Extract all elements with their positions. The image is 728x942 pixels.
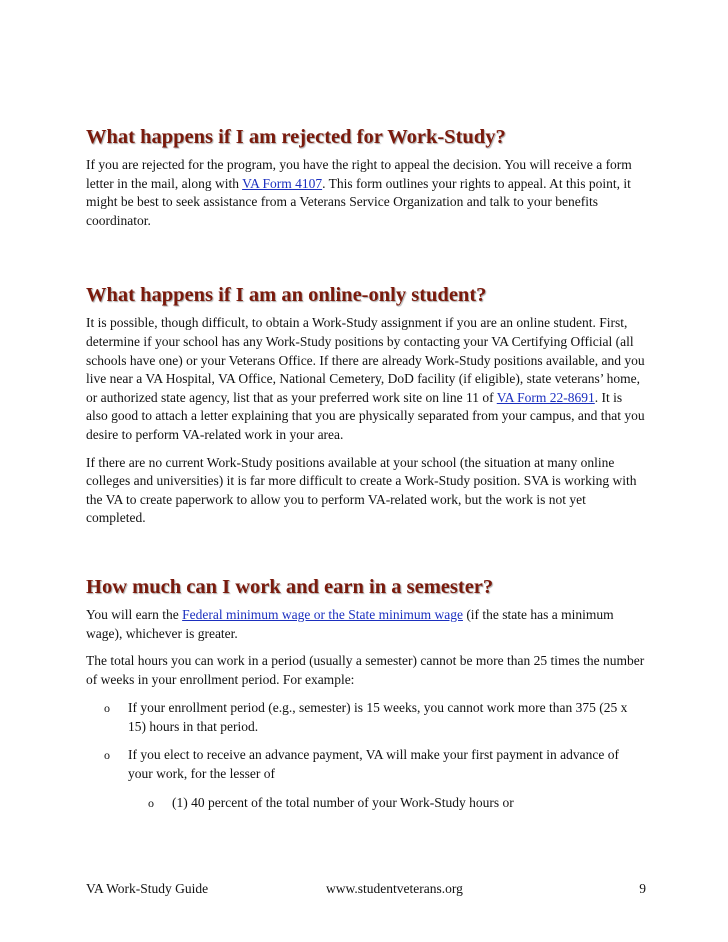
va-form-4107-link[interactable]: VA Form 4107 (242, 175, 323, 191)
footer-title: VA Work-Study Guide (86, 881, 209, 896)
paragraph-gap (86, 445, 646, 454)
section-heading: What happens if I am rejected for Work-Study? (86, 126, 506, 148)
list-item (86, 746, 646, 783)
section-heading: How much can I work and earn in a semester? (86, 575, 494, 598)
va-form-22-8691-link[interactable]: VA Form 22-8691 (496, 389, 595, 405)
paragraph (86, 606, 646, 643)
page-content (86, 124, 646, 812)
list-item-text: (1) 40 percent of the total number of your Work-Study hours or (172, 794, 514, 810)
paragraph-text: You will earn the (86, 606, 183, 622)
section-rejected (86, 124, 646, 230)
footer-website: www.studentveterans.org (326, 881, 463, 896)
paragraph: If there are no current Work-Study positions available at your school (the situation at many online colleges and universities) it is far more difficult to create a Work-Study position. SVA is working with the VA to create paperwork to allow you to perform VA-related work, but the work is not yet completed. (86, 454, 637, 526)
page-number: 9 (639, 881, 646, 896)
minimum-wage-link[interactable]: Federal minimum wage or the State minimum wage (182, 606, 463, 622)
paragraph-text: If you are rejected for the program, you have the right to appeal the decision. You will receive a form letter in the mail, along with (86, 157, 632, 191)
section-online-only (86, 282, 646, 528)
paragraph (86, 314, 646, 444)
paragraph (86, 156, 646, 230)
paragraph: The total hours you can work in a period (usually a semester) cannot be more than 25 times the number of weeks in your enrollment period. For example: (86, 653, 645, 687)
list-item (86, 794, 646, 813)
circle-bullet-icon: o (104, 748, 110, 763)
section-work-and-earn (86, 574, 646, 812)
sub-bullet-list (86, 794, 646, 813)
paragraph-text: It is possible, though difficult, to obtain a Work-Study assignment if you are an online student. First, determine if your school has any Work-Study positions by contacting your VA Certifying Official (all schools have one) or your Veterans Office. If there are already Work-Study positions available, and you live near a VA Hospital, VA Office, National Cemetery, DoD facility (if eligible), state veterans’ home, or authorized state agency, list that as your preferred work site on line 11 of (86, 315, 645, 405)
paragraph-text: (if the state has a minimum wage), whichever is greater. (86, 606, 614, 641)
circle-bullet-icon: o (148, 795, 154, 810)
circle-bullet-icon: o (104, 701, 110, 716)
list-item-text: If your enrollment period (e.g., semester) is 15 weeks, you cannot work more than 375 (25 x 15) hours in that period. (128, 700, 628, 734)
page-footer (86, 879, 646, 899)
bullet-list (86, 699, 646, 783)
paragraph-gap (86, 643, 646, 652)
section-heading: What happens if I am an online-only student? (86, 284, 487, 307)
paragraph-text: . It is also good to attach a letter explaining that you are physically separated from your campus, and that you desire to perform VA-related work in your area. (86, 389, 645, 442)
list-item (86, 699, 646, 736)
paragraph-text: . This form outlines your rights to appeal. At this point, it might be best to seek assistance from a Veterans Service Organization and talk to your benefits coordinator. (86, 175, 631, 228)
list-item-text: If you elect to receive an advance payment, VA will make your first payment in advance of your work, for the lesser of (128, 747, 619, 782)
